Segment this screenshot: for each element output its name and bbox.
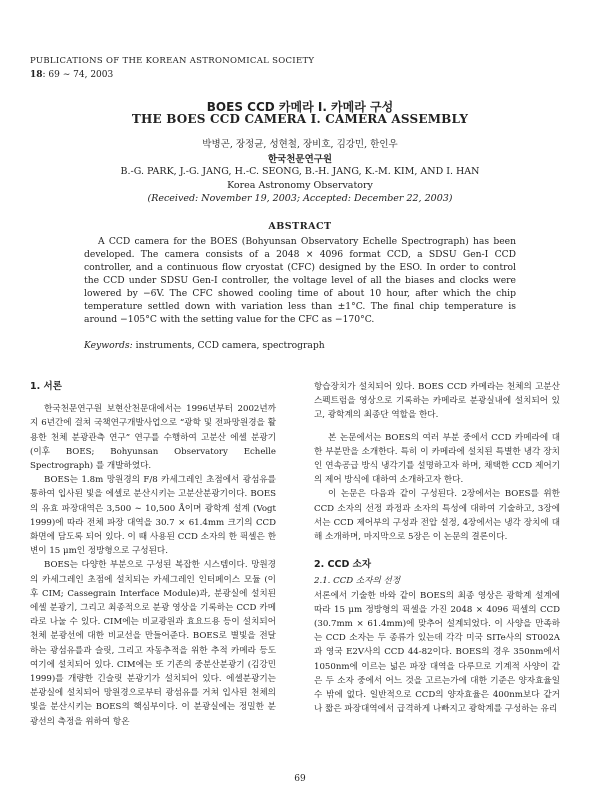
paragraph: 서론에서 기술한 바와 같이 BOES의 최종 영상은 광학계 설계에 따라 15 μm 정방형의 픽셀을 가진 2048 × 4096 픽셀의 CCD (30.7mm × 61.4mm)에 맞추어 설계되었다. 이 사양을 만족하는 CCD 소자는 두 종류가 있는데 각각 미국 SITe사의 ST002A과 영국 E2V사의 CCD 44-82이다. BOES의 경우 350nm에서 1050nm에 이르는 넓은 파장 대역을 다루므로 기계적 사양이 같은 두 소자 중에서 어느 것을 고르는가에 대한 기준은 양자효율일 수 밖에 없다. 일반적으로 CCD의 양자효율은 400nm보다 같거나 짧은 파장대역에서 급격하게 나빠지고 광학계를 구성하는 유리 (314, 590, 560, 715)
paragraph: 본 논문에서는 BOES의 여러 부분 중에서 CCD 카메라에 대한 부분만을 소개한다. 특히 이 카메라에 설치된 특별한 냉각 장치인 연속공급 방식 냉각기를 설명하고자 하며, 채택한 CCD 제어기의 제어 방식에 대하여 소개하고자 한다. (314, 432, 560, 486)
affiliation-korean: 한국천문연구원 (267, 154, 333, 165)
authors-korean: 박병곤, 장정균, 성현철, 장비호, 김강민, 한인우 (202, 139, 398, 150)
paragraph: 항습장치가 설치되어 있다. BOES CCD 카메라는 천체의 고분산 스펙트럼을 영상으로 기록하는 카메라로 분광실내에 설치되어 있고, 광학계의 최종단 역할을 한다. (314, 382, 560, 421)
paragraph: BOES는 다양한 부분으로 구성된 복잡한 시스템이다. 망원경의 카세그레인 초점에 설치되는 카세그레인 인터페이스 모듈 (이후 CIM; Cassegrain Interface Module)과, 분광실에 설치된 에셀 분광기, 그리고 최종적으로 분광 영상을 기록하는 CCD 카메라로 나눌 수 있다. CIM에는 비교광원과 효요드용 등이 설치되어 천체 분광선에 대한 비교선을 만들어준다. BOES로 별빛을 전달하는 광섬유를과 슬릿, 그리고 자동추적을 위한 추적 카메라 등도 여기에 설치되어 있다. CIM에는 또 기존의 중분산분광기 (김강민 1999)를 개량한 긴슬릿 분광기가 설치되어 있다. 에셀분광기는 분광실에 설치되어 망원경으로부터 광섬유를 거쳐 입사된 천체의 빛을 분산시키는 BOES의 핵심부이다. 이 분광실에는 정밀한 분광선의 측정을 위하여 항온 (30, 560, 276, 727)
keywords (84, 340, 325, 351)
volume-number: 18 (30, 70, 43, 80)
authors-english: B.-G. PARK, J.-G. JANG, H.-C. SEONG, B.-H. JANG, K.-M. KIM, AND I. HAN (120, 166, 480, 177)
right-column (314, 380, 560, 716)
title-korean: BOES CCD 카메라 I. 카메라 구성 (206, 100, 394, 114)
title-english: THE BOES CCD CAMERA I. CAMERA ASSEMBLY (131, 112, 469, 126)
volume-info (30, 70, 113, 80)
received-dates: (Received: November 19, 2003; Accepted: December 22, 2003) (147, 193, 453, 204)
left-column (30, 380, 276, 729)
keywords-label: Keywords: (84, 340, 133, 351)
abstract-heading: ABSTRACT (268, 221, 332, 232)
affiliation-english: Korea Astronomy Observatory (227, 180, 373, 191)
subsection-heading: 2.1. CCD 소자의 선정 (314, 576, 401, 587)
section-heading-intro: 1. 서론 (30, 381, 62, 392)
section-heading-ccd: 2. CCD 소자 (314, 559, 372, 571)
publication-name: PUBLICATIONS OF THE KOREAN ASTRONOMICAL SOCIETY (30, 56, 315, 66)
paragraph: BOES는 1.8m 망원경의 F/8 카세그레인 초점에서 광섬유를 통하여 입사된 빛을 에셀로 분산시키는 고분산분광기이다. BOES의 유효 파장대역은 3,500 ∼ 10,500 Å이며 광학계 설계 (Vogt 1999)에 따라 전체 파장 대역을 30.7 × 61.4mm 크기의 CCD 화면에 담도록 되어 있다. 이 때 사용된 CCD 소자의 한 픽셀은 한 변이 15 μm인 정방형으로 구성된다. (30, 475, 276, 557)
keywords-text: instruments, CCD camera, spectrograph (132, 340, 325, 351)
paragraph: 이 논문은 다음과 같이 구성된다. 2장에서는 BOES를 위한 CCD 소자의 선정 과정과 소자의 특성에 대하여 기술하고, 3장에서는 CCD 제어부의 구성과 전압 설정, 4장에서는 냉각 장치에 대해 소개하며, 마지막으로 5장은 이 논문의 결론이다. (314, 489, 560, 543)
spacer (314, 423, 560, 431)
paragraph: 한국천문연구원 보현산천문대에서는 1996년부터 2002년까지 6년간에 걸쳐 국책연구개발사업으로 “광학 및 전파망원경을 활용한 천체 분광관측 연구” 연구를 수행하여 고분산 에셀 분광기 (이후 BOES; Bohyunsan Observatory Echelle Spectrograph) 를 개발하였다. (30, 404, 276, 472)
abstract-text: A CCD camera for the BOES (Bohyunsan Observatory Echelle Spectrograph) has been developed. The camera consists of a 2048 × 4096 format CCD, a SDSU Gen-I CCD controller, and a continuous flow cryostat (CFC) designed by the ESO. In order to control the CCD under SDSU Gen-I controller, the voltage level of all the biases and clocks were lowered by −6V. The CFC showed cooling time of about 10 hour, after which the chip temperature settled down with variation less than ±1°C. The final chip temperature is around −105°C with the setting value for the CFC as −170°C. (84, 236, 516, 325)
page-range: : 69 ∼ 74, 2003 (42, 70, 114, 80)
spacer (314, 544, 560, 558)
page-number: 69 (294, 774, 306, 784)
